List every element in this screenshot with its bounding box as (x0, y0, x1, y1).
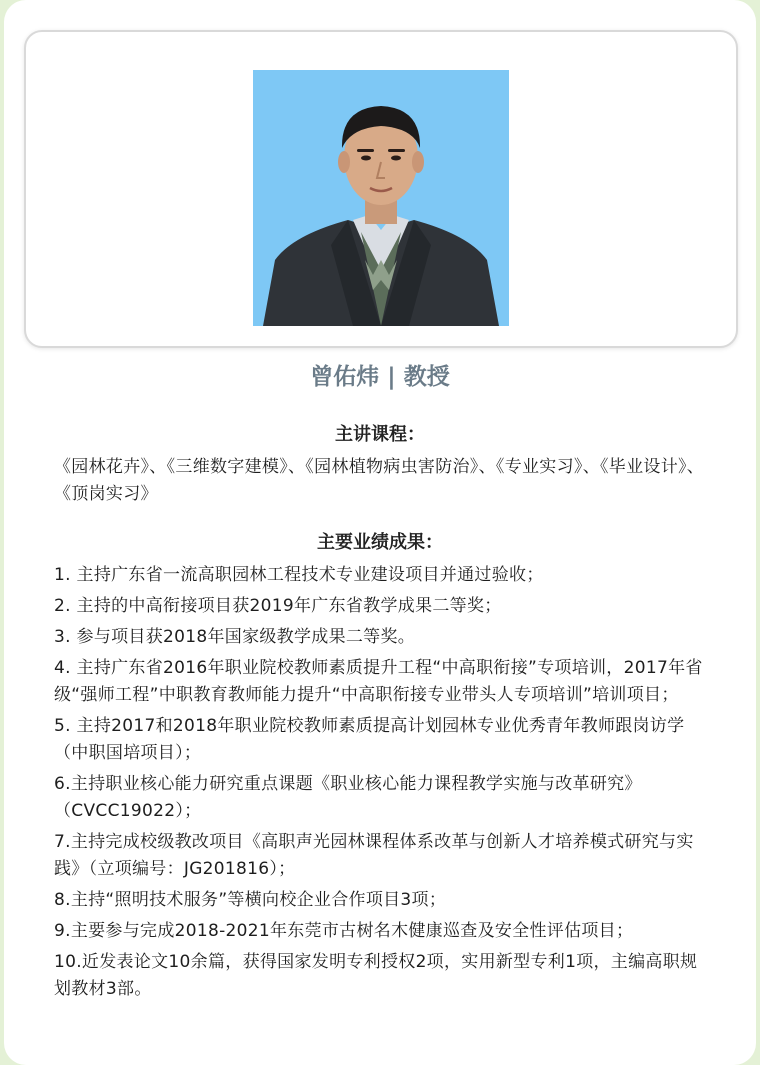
list-item: 1. 主持广东省一流高职园林工程技术专业建设项目并通过验收； (54, 565, 544, 585)
list-item: 8.主持“照明技术服务”等横向校企业合作项目3项； (54, 890, 447, 910)
teacher-rank: 教授 (403, 364, 450, 390)
achievements-heading: 主要业绩成果： (317, 532, 443, 553)
portrait-photo (253, 70, 509, 326)
teacher-name: 曾佑炜 (310, 364, 380, 390)
list-item: 7.主持完成校级教改项目《高职声光园林课程体系改革与创新人才培养模式研究与实践》（立项编号：JG201816）； (54, 832, 694, 879)
achievements-list (54, 562, 714, 1007)
photo-frame (24, 30, 738, 348)
courses-heading: 主讲课程： (335, 424, 425, 445)
list-item: 5. 主持2017和2018年职业院校教师素质提高计划园林专业优秀青年教师跟岗访学（中职国培项目）； (54, 716, 685, 763)
list-item: 3. 参与项目获2018年国家级教学成果二等奖。 (54, 627, 416, 647)
list-item: 4. 主持广东省2016年职业院校教师素质提升工程“中高职衔接”专项培训，2017年省级“强师工程”中职教育教师能力提升“中高职衔接专业带头人专项培训”培训项目； (54, 658, 703, 705)
list-item: 2. 主持的中高衔接项目获2019年广东省教学成果二等奖； (54, 596, 502, 616)
list-item: 9.主要参与完成2018-2021年东莞市古树名木健康巡查及安全性评估项目； (54, 921, 634, 941)
list-item: 10.近发表论文10余篇，获得国家发明专利授权2项，实用新型专利1项，主编高职规划教材3部。 (54, 952, 698, 999)
portrait-illustration (253, 70, 509, 326)
name-title-line (0, 358, 760, 391)
list-item: 6.主持职业核心能力研究重点课题《职业核心能力课程教学实施与改革研究》（CVCC19022）； (54, 774, 642, 821)
courses-list: 《园林花卉》、《三维数字建模》、《园林植物病虫害防治》、《专业实习》、《毕业设计》、《顶岗实习》 (54, 457, 705, 504)
name-separator: | (387, 364, 396, 390)
